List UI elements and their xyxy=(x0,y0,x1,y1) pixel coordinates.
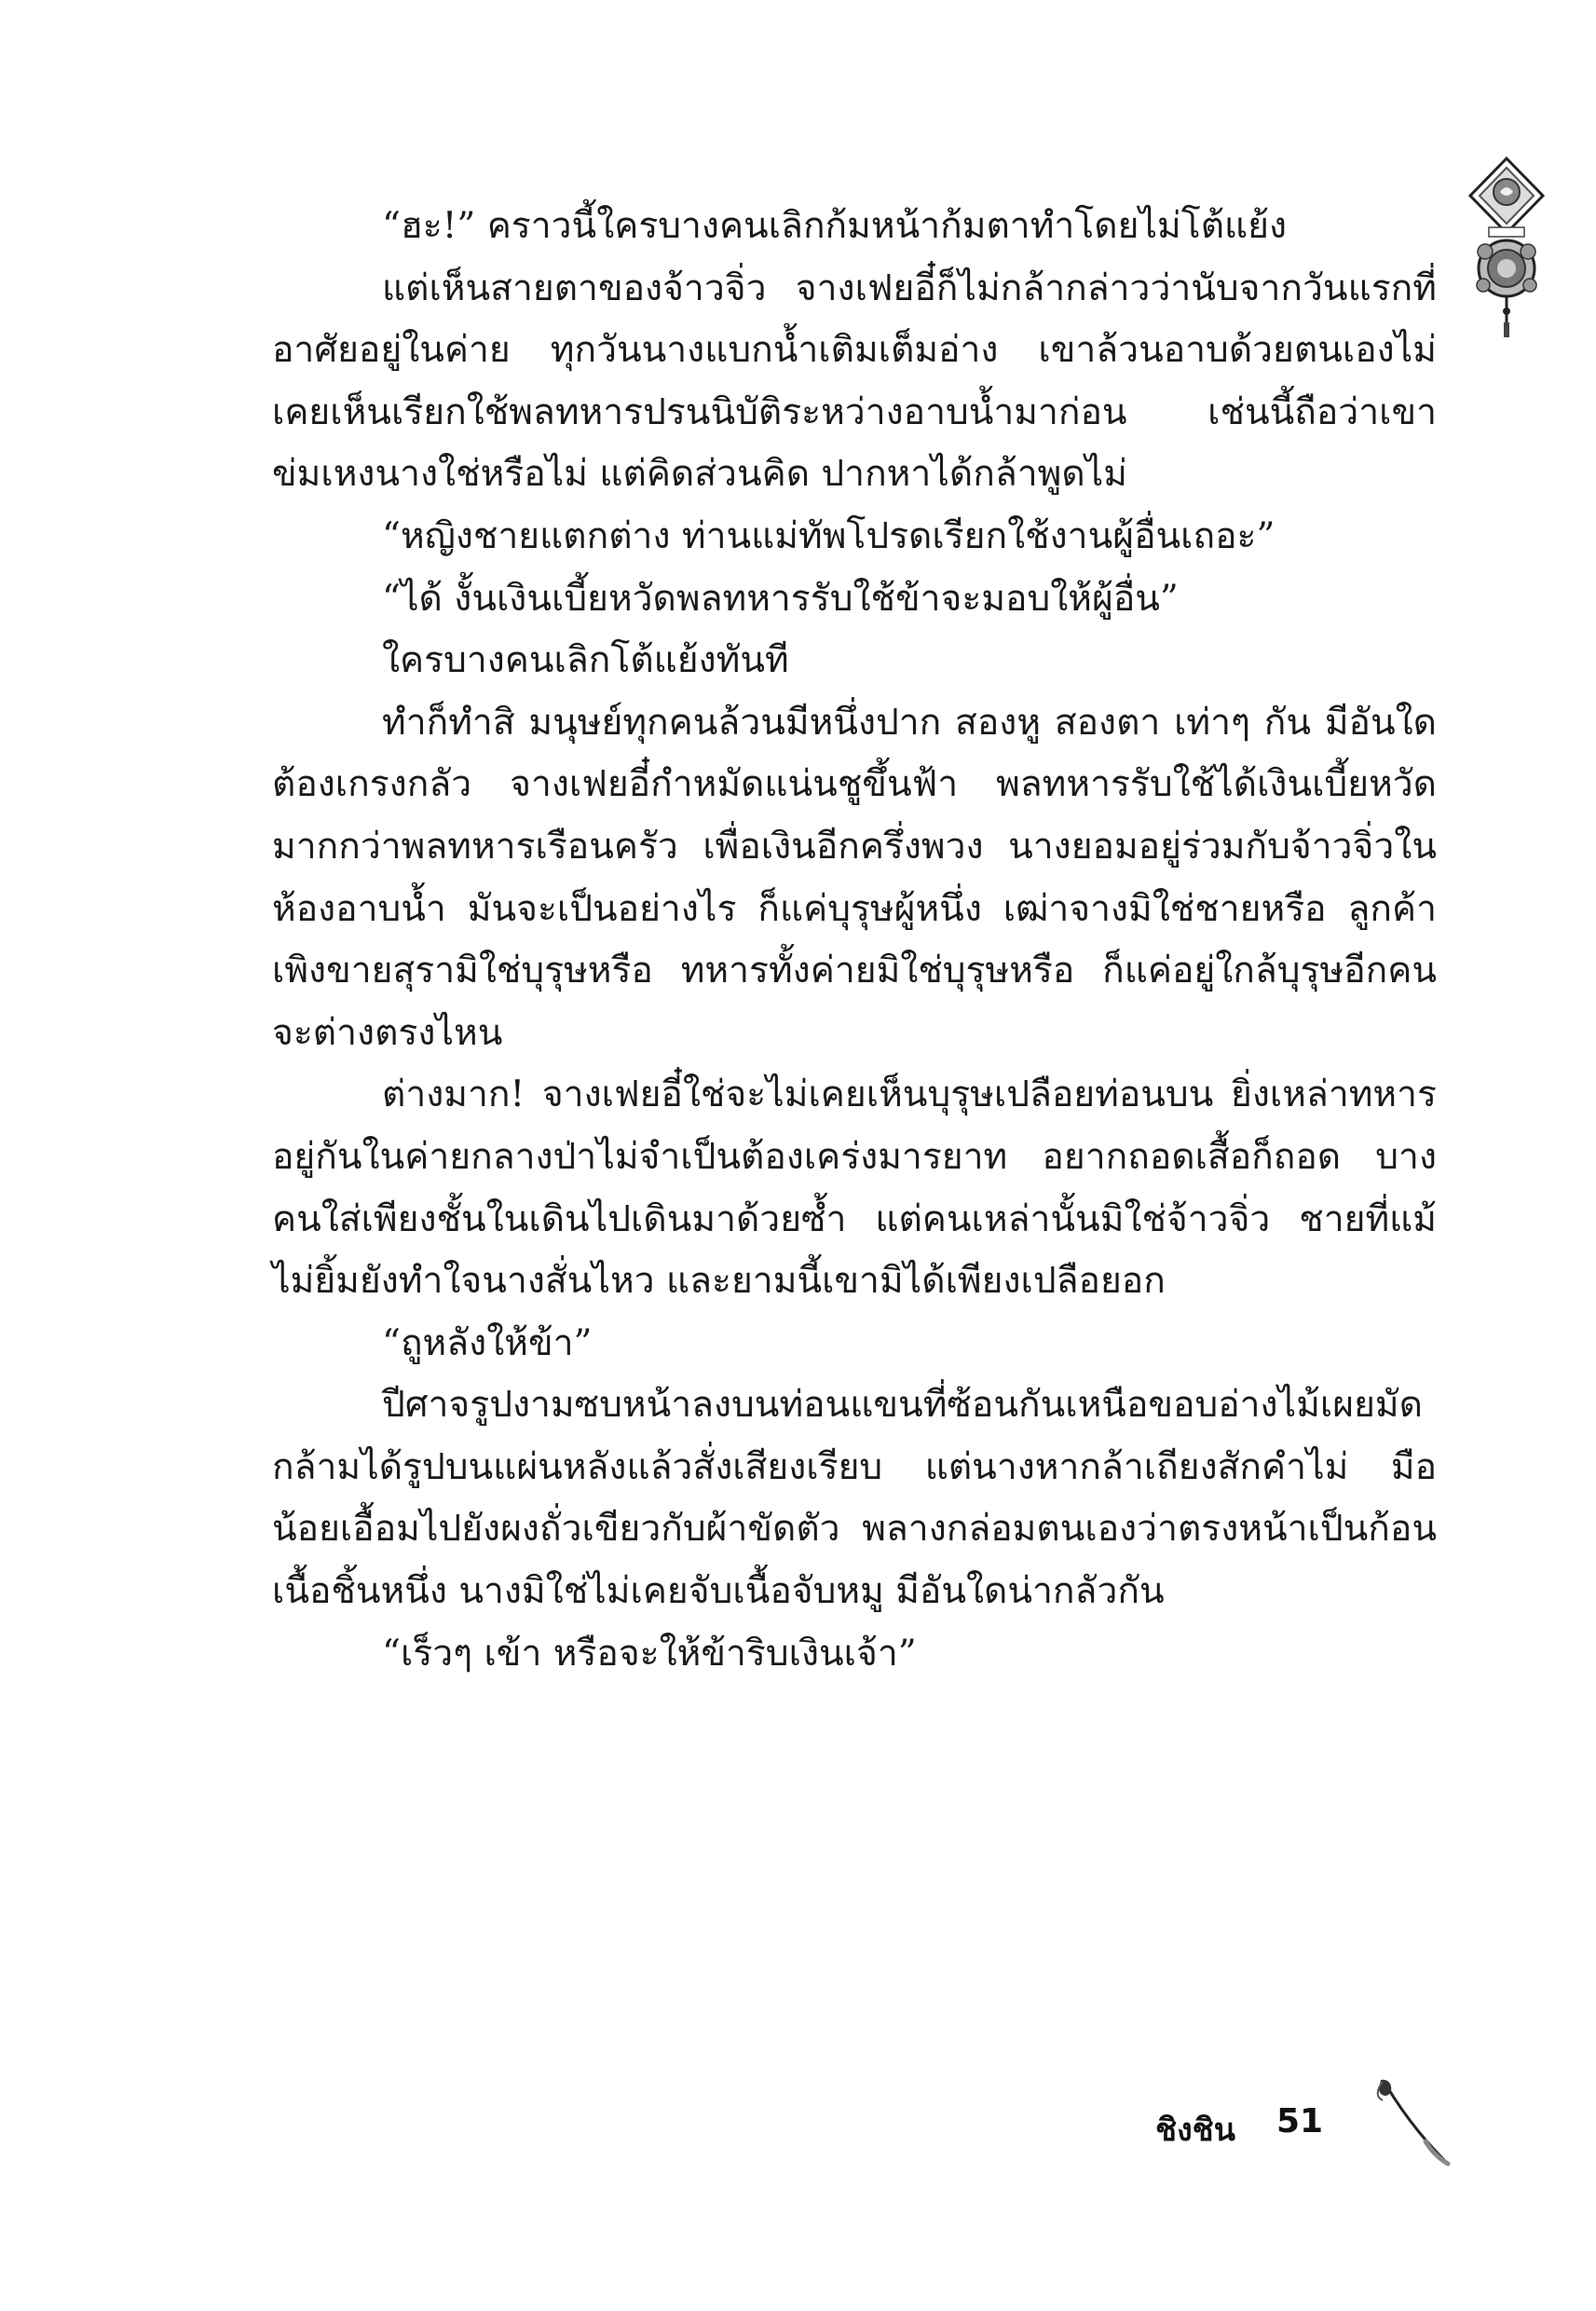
paragraph: “ถูหลังให้ข้า” xyxy=(382,1321,593,1364)
body-text xyxy=(272,196,1437,1685)
paragraph: “เร็วๆ เข้า หรือจะให้ข้าริบเงินเจ้า” xyxy=(382,1632,917,1675)
paragraph: ทำก็ทำสิ มนุษย์ทุกคนล้วนมีหนึ่งปาก สองหู สองตา เท่าๆ กัน มีอันใดต้องเกรงกลัว จางเฟยอี๋กำหมัดแน่นชูขึ้นฟ้า พลทหารรับใช้ได้เงินเบี้ยหวัดมากกว่าพลทหารเรือนครัว เพื่อเงินอีกครึ่งพวง นางยอมอยู่ร่วมกับจ้าวจิ่วในห้องอาบน้ำ มันจะเป็นอย่างไร ก็แค่บุรุษผู้หนึ่ง เฒ่าจางมิใช่ชายหรือ ลูกค้าเพิงขายสุรามิใช่บุรุษหรือ ทหารทั้งค่ายมิใช่บุรุษหรือ ก็แค่อยู่ใกล้บุรุษอีกคน จะต่างตรงไหน xyxy=(272,701,1437,1054)
page-footer xyxy=(1155,2095,1453,2169)
paragraph: “หญิงชายแตกต่าง ท่านแม่ทัพโปรดเรียกใช้งานผู้อื่นเถอะ” xyxy=(382,514,1275,557)
brush-icon xyxy=(1370,2076,1453,2169)
page-number: 51 xyxy=(1276,2102,1324,2140)
book-title: ชิงชิน xyxy=(1155,2112,1235,2149)
paragraph: “ได้ งั้นเงินเบี้ยหวัดพลทหารรับใช้ข้าจะมอบให้ผู้อื่น” xyxy=(382,577,1179,620)
paragraph: ต่างมาก! จางเฟยอี๋ใช่จะไม่เคยเห็นบุรุษเปลือยท่อนบน ยิ่งเหล่าทหารอยู่กันในค่ายกลางป่าไม่จำเป็นต้องเคร่งมารยาท อยากถอดเสื้อก็ถอด บางคนใส่เพียงชั้นในเดินไปเดินมาด้วยซ้ำ แต่คนเหล่านั้นมิใช่จ้าวจิ่ว ชายที่แม้ไม่ยิ้มยังทำใจนางสั่นไหว และยามนี้เขามิได้เพียงเปลือยอก xyxy=(272,1073,1437,1303)
paragraph: ปีศาจรูปงามซบหน้าลงบนท่อนแขนที่ซ้อนกันเหนือขอบอ่างไม้เผยมัดกล้ามได้รูปบนแผ่นหลังแล้วสั่งเสียงเรียบ แต่นางหากล้าเถียงสักคำไม่ มือน้อยเอื้อมไปยังผงถั่วเขียวกับผ้าขัดตัว พลางกล่อมตนเองว่าตรงหน้าเป็นก้อนเนื้อชิ้นหนึ่ง นางมิใช่ไม่เคยจับเนื้อจับหมู มีอันใดน่ากลัวกัน xyxy=(272,1384,1437,1613)
paragraph: แต่เห็นสายตาของจ้าวจิ่ว จางเฟยอี๋ก็ไม่กล้ากล่าวว่านับจากวันแรกที่อาศัยอยู่ในค่าย ทุกวันนางแบกน้ำเติมเต็มอ่าง เขาล้วนอาบด้วยตนเองไม่เคยเห็นเรียกใช้พลทหารปรนนิบัติระหว่างอาบน้ำมาก่อน เช่นนี้ถือว่าเขาข่มเหงนางใช่หรือไม่ แต่คิดส่วนคิด ปากหาได้กล้าพูดไม่ xyxy=(272,267,1437,496)
ornament-medallion-icon xyxy=(1465,155,1548,341)
paragraph: “ฮะ!” คราวนี้ใครบางคนเลิกก้มหน้าก้มตาทำโดยไม่โต้แย้ง xyxy=(382,205,1288,247)
paragraph: ใครบางคนเลิกโต้แย้งทันที xyxy=(382,639,789,682)
